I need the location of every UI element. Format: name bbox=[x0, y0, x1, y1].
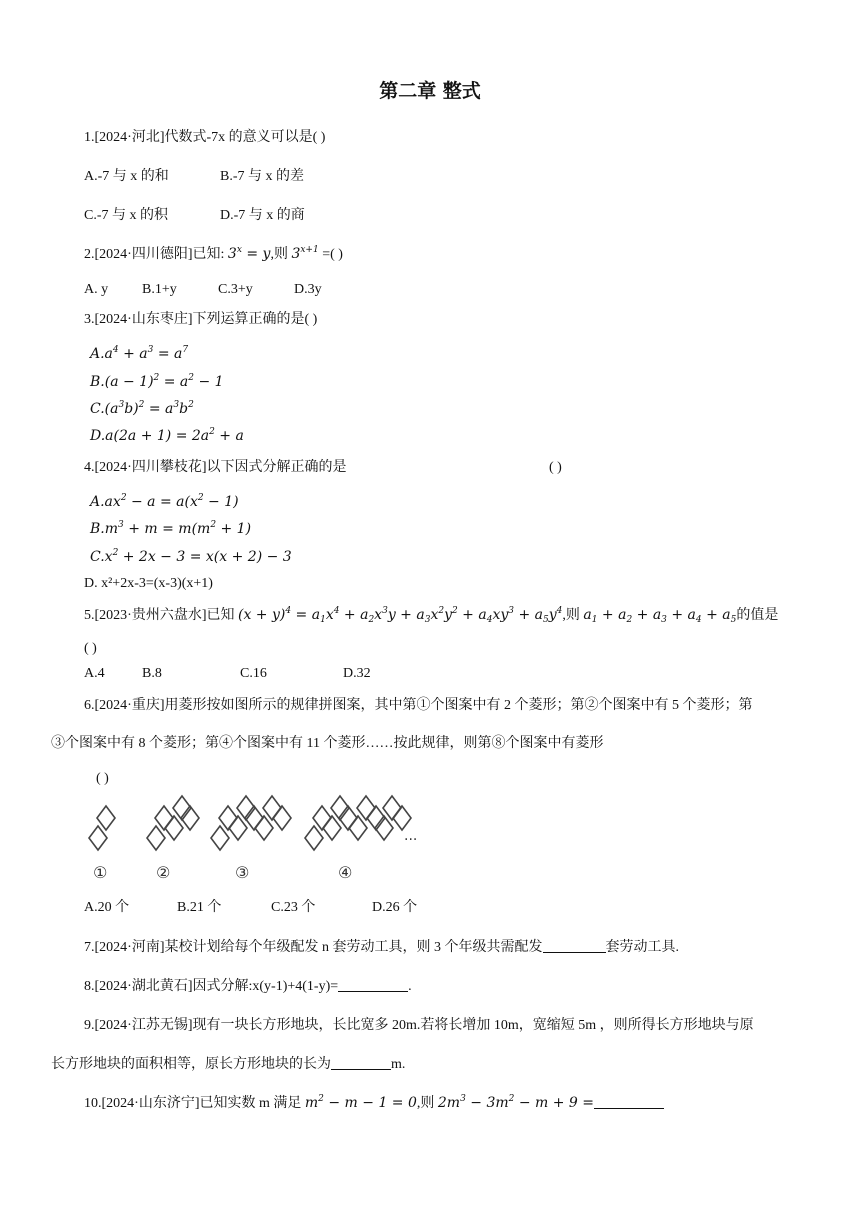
question-2-options bbox=[84, 281, 322, 299]
question-9-line-2 bbox=[51, 1055, 405, 1074]
rhombus-pattern-4-cell-3 bbox=[323, 816, 341, 840]
page-title: 第二章 整式 bbox=[379, 80, 481, 102]
formula-3x-equals-y: $3^x = y$ bbox=[227, 245, 271, 262]
question-9-suffix: m. bbox=[391, 1057, 406, 1072]
option-d: D.26 个 bbox=[372, 900, 418, 915]
question-6-line-1: 6.[2024·重庆]用菱形按如图所示的规律拼图案，其中第①个图案中有 2 个菱形；第②个图案中有 5 个菱形；第 bbox=[84, 698, 753, 713]
question-6-answer-paren: ( ) bbox=[96, 771, 109, 786]
question-5-mid: ,则 bbox=[562, 608, 584, 623]
rhombus-pattern-3-cell-1 bbox=[211, 826, 229, 850]
rhombus-layer bbox=[89, 796, 411, 850]
option-c: C.23 个 bbox=[271, 900, 316, 915]
rhombus-pattern-2-cell-1 bbox=[147, 826, 165, 850]
pattern-ellipsis: ··· bbox=[404, 832, 418, 848]
rhombus-pattern-4-cell-7 bbox=[357, 796, 375, 820]
question-3-option-d: $D.a(2a + 1) = 2a^2 + a$ bbox=[90, 427, 244, 444]
question-3-option-a: $A.a^4 + a^3 = a^7$ bbox=[90, 345, 189, 362]
question-10-prefix: 10.[2024·山东济宁]已知实数 m 满足 bbox=[84, 1096, 305, 1111]
question-9-line-1: 9.[2024·江苏无锡]现有一块长方形地块，长比宽多 20m.若将长增加 10m，宽缩短 5m ，则所得长方形地块与原 bbox=[84, 1018, 754, 1033]
option-a: A. y bbox=[84, 282, 109, 297]
question-10 bbox=[84, 1094, 664, 1113]
option-b: B.21 个 bbox=[177, 900, 222, 915]
rhombus-pattern-2-cell-2 bbox=[155, 806, 173, 830]
answer-blank[interactable] bbox=[338, 977, 408, 992]
question-8 bbox=[84, 977, 412, 996]
question-2-mid: ,则 bbox=[270, 247, 292, 262]
pattern-label-2: ② bbox=[156, 863, 171, 882]
rhombus-pattern-3-cell-6 bbox=[255, 816, 273, 840]
formula-expansion: $(x + y)^4 = a_1x^4 + a_2x^3y + a_3x^2y^2 + a_4xy^3 + a_5y^4$ bbox=[238, 606, 563, 625]
question-7-suffix: 套劳动工具. bbox=[605, 940, 679, 955]
option-c: C.-7 与 x 的积 bbox=[84, 208, 168, 223]
question-5 bbox=[84, 606, 778, 625]
formula-m-expression: $2m^3 - 3m^2 - m + 9$ = bbox=[437, 1094, 594, 1111]
answer-blank[interactable] bbox=[543, 938, 606, 953]
pattern-label-4: ④ bbox=[338, 863, 353, 882]
question-4-option-c: $C.x^2 + 2x - 3 = x(x + 2) - 3$ bbox=[90, 548, 292, 565]
rhombus-pattern-4-cell-2 bbox=[313, 806, 331, 830]
question-1: 1.[2024·河北]代数式-7x 的意义可以是( ) bbox=[84, 130, 326, 145]
option-a: A.-7 与 x 的和 bbox=[84, 169, 169, 184]
answer-blank[interactable] bbox=[594, 1094, 664, 1109]
rhombus-pattern-3-cell-3 bbox=[229, 816, 247, 840]
option-b: B.1+y bbox=[142, 282, 177, 297]
question-4-option-d: D. x²+2x-3=(x-3)(x+1) bbox=[84, 576, 213, 591]
question-5-prefix: 5.[2023·贵州六盘水]已知 bbox=[84, 608, 238, 623]
question-4-option-b: $B.m^3 + m = m(m^2 + 1)$ bbox=[90, 520, 252, 537]
question-8-prefix: 8.[2024·湖北黄石]因式分解:x(y-1)+4(1-y)= bbox=[84, 979, 339, 994]
question-2 bbox=[84, 245, 343, 264]
option-d: D.32 bbox=[343, 666, 371, 681]
question-2-prefix: 2.[2024·四川德阳]已知: bbox=[84, 247, 228, 262]
rhombus-pattern-4-cell-6 bbox=[349, 816, 367, 840]
option-a: A.4 bbox=[84, 666, 105, 681]
rhombus-pattern-2-cell-3 bbox=[165, 816, 183, 840]
formula-m-equation: $m^2 - m - 1 = 0$ bbox=[304, 1094, 417, 1111]
question-6-options bbox=[84, 899, 417, 917]
question-1-options-row-1 bbox=[84, 168, 304, 186]
option-d: D.-7 与 x 的商 bbox=[220, 208, 305, 223]
question-4: 4.[2024·四川攀枝花]以下因式分解正确的是 bbox=[84, 460, 347, 475]
question-5-options bbox=[84, 665, 371, 683]
question-4-answer-paren: ( ) bbox=[549, 460, 562, 475]
rhombus-pattern-1-cell-1 bbox=[89, 826, 107, 850]
rhombus-pattern-4-cell-1 bbox=[305, 826, 323, 850]
question-4-option-a: $A.ax^2 - a = a(x^2 - 1)$ bbox=[90, 493, 239, 510]
rhombus-pattern-3-cell-7 bbox=[263, 796, 281, 820]
option-b: B.8 bbox=[142, 666, 162, 681]
pattern-label-3: ③ bbox=[235, 863, 250, 882]
question-8-suffix: . bbox=[408, 979, 412, 994]
question-5-suffix: 的值是 bbox=[736, 608, 779, 623]
pattern-label-1: ① bbox=[93, 863, 108, 882]
question-9-prefix: 长方形地块的面积相等，原长方形地块的长为 bbox=[51, 1057, 331, 1072]
answer-blank[interactable] bbox=[331, 1055, 391, 1070]
question-6-line-2: ③个图案中有 8 个菱形；第④个图案中有 11 个菱形……按此规律，则第⑧个图案中有菱形 bbox=[51, 736, 604, 751]
question-10-mid: ,则 bbox=[416, 1096, 438, 1111]
rhombus-pattern-3-cell-2 bbox=[219, 806, 237, 830]
option-c: C.16 bbox=[240, 666, 267, 681]
option-d: D.3y bbox=[294, 282, 322, 297]
rhombus-pattern-1-cell-2 bbox=[97, 806, 115, 830]
formula-3-pow-x-plus-1: $3^{x+1}$ bbox=[291, 245, 319, 262]
rhombus-pattern-3-cell-8 bbox=[273, 806, 291, 830]
formula-coefficient-sum: $a_1 + a_2 + a_3 + a_4 + a_5$ bbox=[583, 607, 737, 625]
question-3-option-c: $C.(a^3b)^2 = a^3b^2$ bbox=[90, 400, 194, 417]
question-7-prefix: 7.[2024·河南]某校计划给每个年级配发 n 套劳动工具，则 3 个年级共需配发 bbox=[84, 940, 543, 955]
option-b: B.-7 与 x 的差 bbox=[220, 169, 304, 184]
rhombus-pattern-4-cell-10 bbox=[383, 796, 401, 820]
rhombus-pattern-4-cell-11 bbox=[393, 806, 411, 830]
question-2-suffix: =( ) bbox=[318, 247, 343, 262]
option-c: C.3+y bbox=[218, 282, 253, 297]
question-5-answer-paren: ( ) bbox=[84, 641, 97, 656]
question-7 bbox=[84, 938, 679, 957]
option-a: A.20 个 bbox=[84, 900, 130, 915]
rhombus-pattern-figure bbox=[84, 794, 444, 884]
question-3: 3.[2024·山东枣庄]下列运算正确的是( ) bbox=[84, 312, 318, 327]
rhombus-pattern-svg bbox=[84, 794, 444, 884]
question-1-options-row-2 bbox=[84, 207, 305, 225]
question-3-option-b: $B.(a - 1)^2 = a^2 - 1$ bbox=[90, 373, 224, 390]
